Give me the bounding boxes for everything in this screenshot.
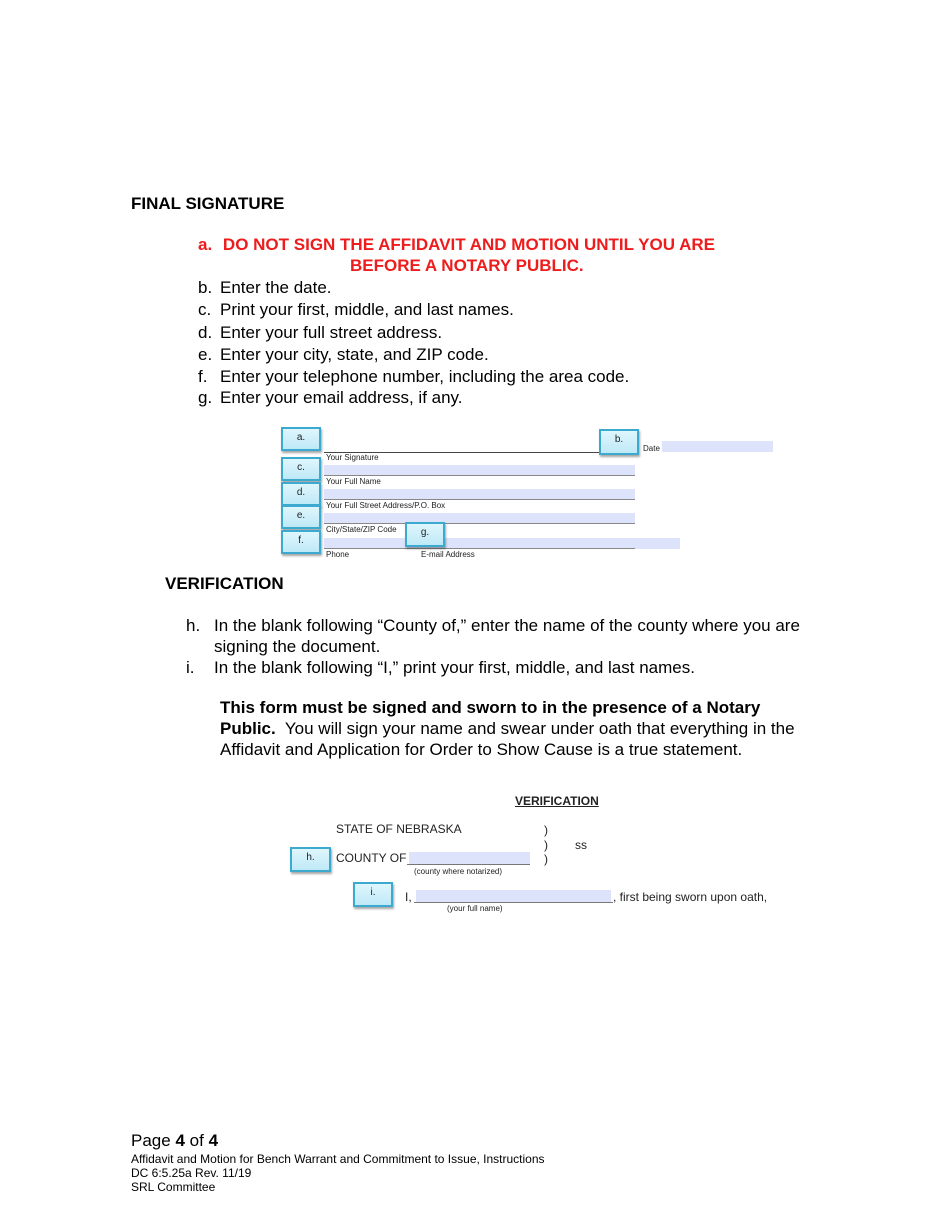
footer-title: Affidavit and Motion for Bench Warrant and Commitment to Issue, Instructions (131, 1152, 545, 1166)
i-label: I, (405, 890, 412, 904)
full-name-field-verification[interactable] (416, 890, 611, 902)
full-name-field[interactable] (324, 465, 635, 475)
step-e: e. Enter your city, state, and ZIP code. (198, 345, 489, 364)
footer-committee: SRL Committee (131, 1180, 216, 1194)
signature-label: Your Signature (326, 453, 379, 462)
verification-form-title: VERIFICATION (515, 794, 599, 808)
step-c: c. Print your first, middle, and last names. (198, 300, 514, 319)
step-g: g. Enter your email address, if any. (198, 388, 463, 407)
page-number: Page 4 of 4 (131, 1131, 219, 1150)
county-hint: (county where notarized) (414, 867, 503, 876)
date-field[interactable] (662, 441, 773, 452)
footer-code: DC 6:5.25a Rev. 11/19 (131, 1166, 252, 1180)
callout-tag-i: i. (353, 882, 393, 907)
phone-label: Phone (326, 550, 350, 559)
paren-2: ) (544, 838, 548, 852)
callout-tag-g: g. (405, 522, 445, 547)
step-a-line2: BEFORE A NOTARY PUBLIC. (350, 256, 584, 275)
paren-3: ) (544, 852, 548, 866)
step-a-letter: a. (198, 235, 213, 254)
step-b: b. Enter the date. (198, 278, 332, 297)
state-label: STATE OF NEBRASKA (336, 822, 462, 836)
callout-tag-b: b. (599, 429, 639, 455)
verification-heading: VERIFICATION (165, 574, 284, 593)
step-f: f. Enter your telephone number, including the area code. (198, 367, 630, 386)
city-label: City/State/ZIP Code (326, 525, 397, 534)
paren-1: ) (544, 823, 548, 837)
date-label: Date (643, 444, 660, 453)
ss-label: ss (575, 838, 587, 852)
step-d: d. Enter your full street address. (198, 323, 443, 342)
step-h: h. In the blank following “County of,” enter the name of the county where you are signing the document. (186, 616, 800, 656)
notary-note (220, 697, 820, 760)
notary-note-rest: You will sign your name and swear under oath that everything in the Affidavit and Application for Order to Show Cause is a true statement. (220, 719, 795, 759)
step-a (198, 235, 715, 255)
city-line (324, 523, 635, 524)
step-i: i. In the blank following “I,” print your first, middle, and last names. (186, 658, 695, 677)
callout-tag-e: e. (281, 505, 321, 529)
street-field[interactable] (324, 489, 635, 499)
street-label: Your Full Street Address/P.O. Box (326, 501, 446, 510)
county-line (407, 864, 530, 865)
email-label: E-mail Address (421, 550, 475, 559)
name-line (414, 902, 613, 903)
callout-tag-h: h. (290, 847, 331, 872)
step-a-line1: DO NOT SIGN THE AFFIDAVIT AND MOTION UNTIL YOU ARE (222, 235, 715, 254)
final-signature-heading: FINAL SIGNATURE (131, 194, 285, 213)
notary-note-bold: This form must be signed and sworn to in the presence of a Notary Public. (220, 698, 761, 738)
callout-tag-d: d. (281, 482, 321, 506)
full-name-line (324, 475, 635, 476)
county-label: COUNTY OF (336, 851, 407, 865)
street-line (324, 499, 635, 500)
callout-tag-f: f. (281, 530, 321, 554)
sworn-text: , first being sworn upon oath, (613, 890, 768, 904)
callout-tag-c: c. (281, 457, 321, 481)
full-name-label: Your Full Name (326, 477, 381, 486)
callout-tag-a: a. (281, 427, 321, 451)
name-hint: (your full name) (447, 904, 503, 913)
phone-line (324, 548, 635, 549)
county-field[interactable] (409, 852, 530, 864)
city-field[interactable] (324, 513, 635, 523)
